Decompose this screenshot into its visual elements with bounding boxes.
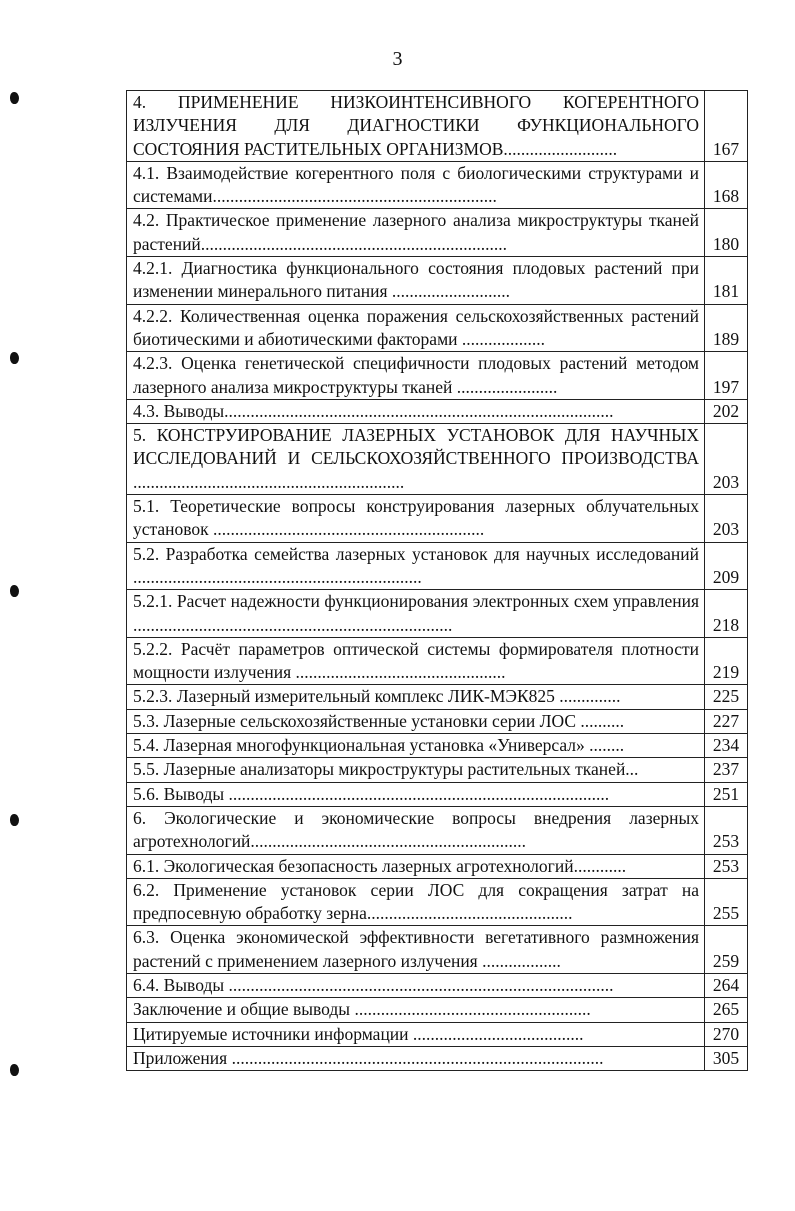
- toc-row: [127, 1046, 748, 1070]
- toc-entry-title: 5.3. Лазерные сельскохозяйственные установки серии ЛОС ..........: [127, 709, 705, 733]
- toc-entry-title: 4.1. Взаимодействие когерентного поля с биологическими структурами и системами.................................................................: [127, 161, 705, 209]
- toc-entry-page: 234: [705, 734, 748, 758]
- toc-entry-title: 6.2. Применение установок серии ЛОС для сокращения затрат на предпосевную обработку зерна...............................................: [127, 878, 705, 926]
- toc-entry-title: 5.2.1. Расчет надежности функционирования электронных схем управления .........................................................................: [127, 590, 705, 638]
- toc-entry-title: Заключение и общие выводы ......................................................: [127, 998, 705, 1022]
- toc-row: [127, 424, 748, 495]
- toc-row: [127, 257, 748, 305]
- toc-entry-title: 4.2. Практическое применение лазерного анализа микроструктуры тканей растений......................................................................: [127, 209, 705, 257]
- binding-hole-mark: [10, 814, 19, 826]
- toc-row: [127, 542, 748, 590]
- toc-entry-title: 6.3. Оценка экономической эффективности вегетативного размножения растений с применением лазерного излучения ..................: [127, 926, 705, 974]
- toc-entry-title: 5.2.3. Лазерный измерительный комплекс ЛИК-МЭК825 ..............: [127, 685, 705, 709]
- toc-entry-page: 203: [705, 424, 748, 495]
- toc-row: [127, 352, 748, 400]
- toc-entry-title: 6. Экологические и экономические вопросы внедрения лазерных агротехнологий...............................................................: [127, 806, 705, 854]
- toc-entry-title: 4.3. Выводы.........................................................................................: [127, 399, 705, 423]
- toc-entry-title: 5.2. Разработка семейства лазерных установок для научных исследований ..................................................................: [127, 542, 705, 590]
- toc-entry-page: 270: [705, 1022, 748, 1046]
- toc-row: [127, 590, 748, 638]
- toc-entry-title: 4.2.3. Оценка генетической специфичности плодовых растений методом лазерного анализа микроструктуры тканей .......................: [127, 352, 705, 400]
- toc-entry-page: 225: [705, 685, 748, 709]
- toc-entry-title: 5.2.2. Расчёт параметров оптической системы формирователя плотности мощности излучения ................................................: [127, 637, 705, 685]
- binding-hole-mark: [10, 1064, 19, 1076]
- toc-entry-page: 189: [705, 304, 748, 352]
- toc-row: [127, 806, 748, 854]
- toc-row: [127, 685, 748, 709]
- toc-entry-page: 255: [705, 878, 748, 926]
- table-of-contents: [126, 90, 748, 1071]
- toc-entry-title: 5.1. Теоретические вопросы конструирования лазерных облучательных установок ..............................................................: [127, 495, 705, 543]
- toc-row: [127, 304, 748, 352]
- toc-entry-page: 227: [705, 709, 748, 733]
- toc-row: [127, 709, 748, 733]
- toc-entry-page: 197: [705, 352, 748, 400]
- toc-entry-title: Приложения .....................................................................................: [127, 1046, 705, 1070]
- toc-entry-title: 5.5. Лазерные анализаторы микроструктуры растительных тканей...: [127, 758, 705, 782]
- binding-hole-mark: [10, 92, 19, 104]
- toc-row: [127, 161, 748, 209]
- toc-entry-title: 6.1. Экологическая безопасность лазерных агротехнологий............: [127, 854, 705, 878]
- toc-entry-page: 168: [705, 161, 748, 209]
- toc-entry-page: 259: [705, 926, 748, 974]
- toc-entry-page: 218: [705, 590, 748, 638]
- toc-entry-page: 180: [705, 209, 748, 257]
- toc-row: [127, 1022, 748, 1046]
- toc-row: [127, 758, 748, 782]
- toc-row: [127, 209, 748, 257]
- toc-row: [127, 495, 748, 543]
- toc-row: [127, 637, 748, 685]
- toc-entry-title: 4.2.2. Количественная оценка поражения сельскохозяйственных растений биотическими и абиотическими факторами ...................: [127, 304, 705, 352]
- toc-entry-title: 5.4. Лазерная многофункциональная установка «Универсал» ........: [127, 734, 705, 758]
- toc-entry-title: 4.2.1. Диагностика функционального состояния плодовых растений при изменении минерального питания ...........................: [127, 257, 705, 305]
- binding-hole-mark: [10, 352, 19, 364]
- toc-entry-page: 253: [705, 854, 748, 878]
- toc-entry-title: Цитируемые источники информации .......................................: [127, 1022, 705, 1046]
- toc-entry-title: 4. ПРИМЕНЕНИЕ НИЗКОИНТЕНСИВНОГО КОГЕРЕНТНОГО ИЗЛУЧЕНИЯ ДЛЯ ДИАГНОСТИКИ ФУНКЦИОНАЛЬНОГО СОСТОЯНИЯ РАСТИТЕЛЬНЫХ ОРГАНИЗМОВ..........................: [127, 91, 705, 162]
- toc-entry-page: 209: [705, 542, 748, 590]
- toc-row: [127, 782, 748, 806]
- toc-entry-page: 202: [705, 399, 748, 423]
- toc-row: [127, 854, 748, 878]
- toc-entry-page: 305: [705, 1046, 748, 1070]
- binding-hole-mark: [10, 585, 19, 597]
- toc-entry-page: 264: [705, 973, 748, 997]
- toc-entry-title: 5. КОНСТРУИРОВАНИЕ ЛАЗЕРНЫХ УСТАНОВОК ДЛЯ НАУЧНЫХ ИССЛЕДОВАНИЙ И СЕЛЬСКОХОЗЯЙСТВЕННОГО ПРОИЗВОДСТВА ..............................................................: [127, 424, 705, 495]
- toc-entry-page: 181: [705, 257, 748, 305]
- toc-row: [127, 878, 748, 926]
- toc-entry-page: 167: [705, 91, 748, 162]
- page-number: 3: [392, 48, 403, 70]
- toc-row: [127, 973, 748, 997]
- toc-row: [127, 399, 748, 423]
- toc-row: [127, 91, 748, 162]
- toc-entry-title: 5.6. Выводы .......................................................................................: [127, 782, 705, 806]
- toc-entry-page: 253: [705, 806, 748, 854]
- toc-entry-page: 203: [705, 495, 748, 543]
- toc-row: [127, 998, 748, 1022]
- toc-entry-page: 237: [705, 758, 748, 782]
- toc-entry-page: 265: [705, 998, 748, 1022]
- toc-entry-page: 251: [705, 782, 748, 806]
- toc-row: [127, 734, 748, 758]
- toc-entry-page: 219: [705, 637, 748, 685]
- toc-entry-title: 6.4. Выводы ........................................................................................: [127, 973, 705, 997]
- toc-row: [127, 926, 748, 974]
